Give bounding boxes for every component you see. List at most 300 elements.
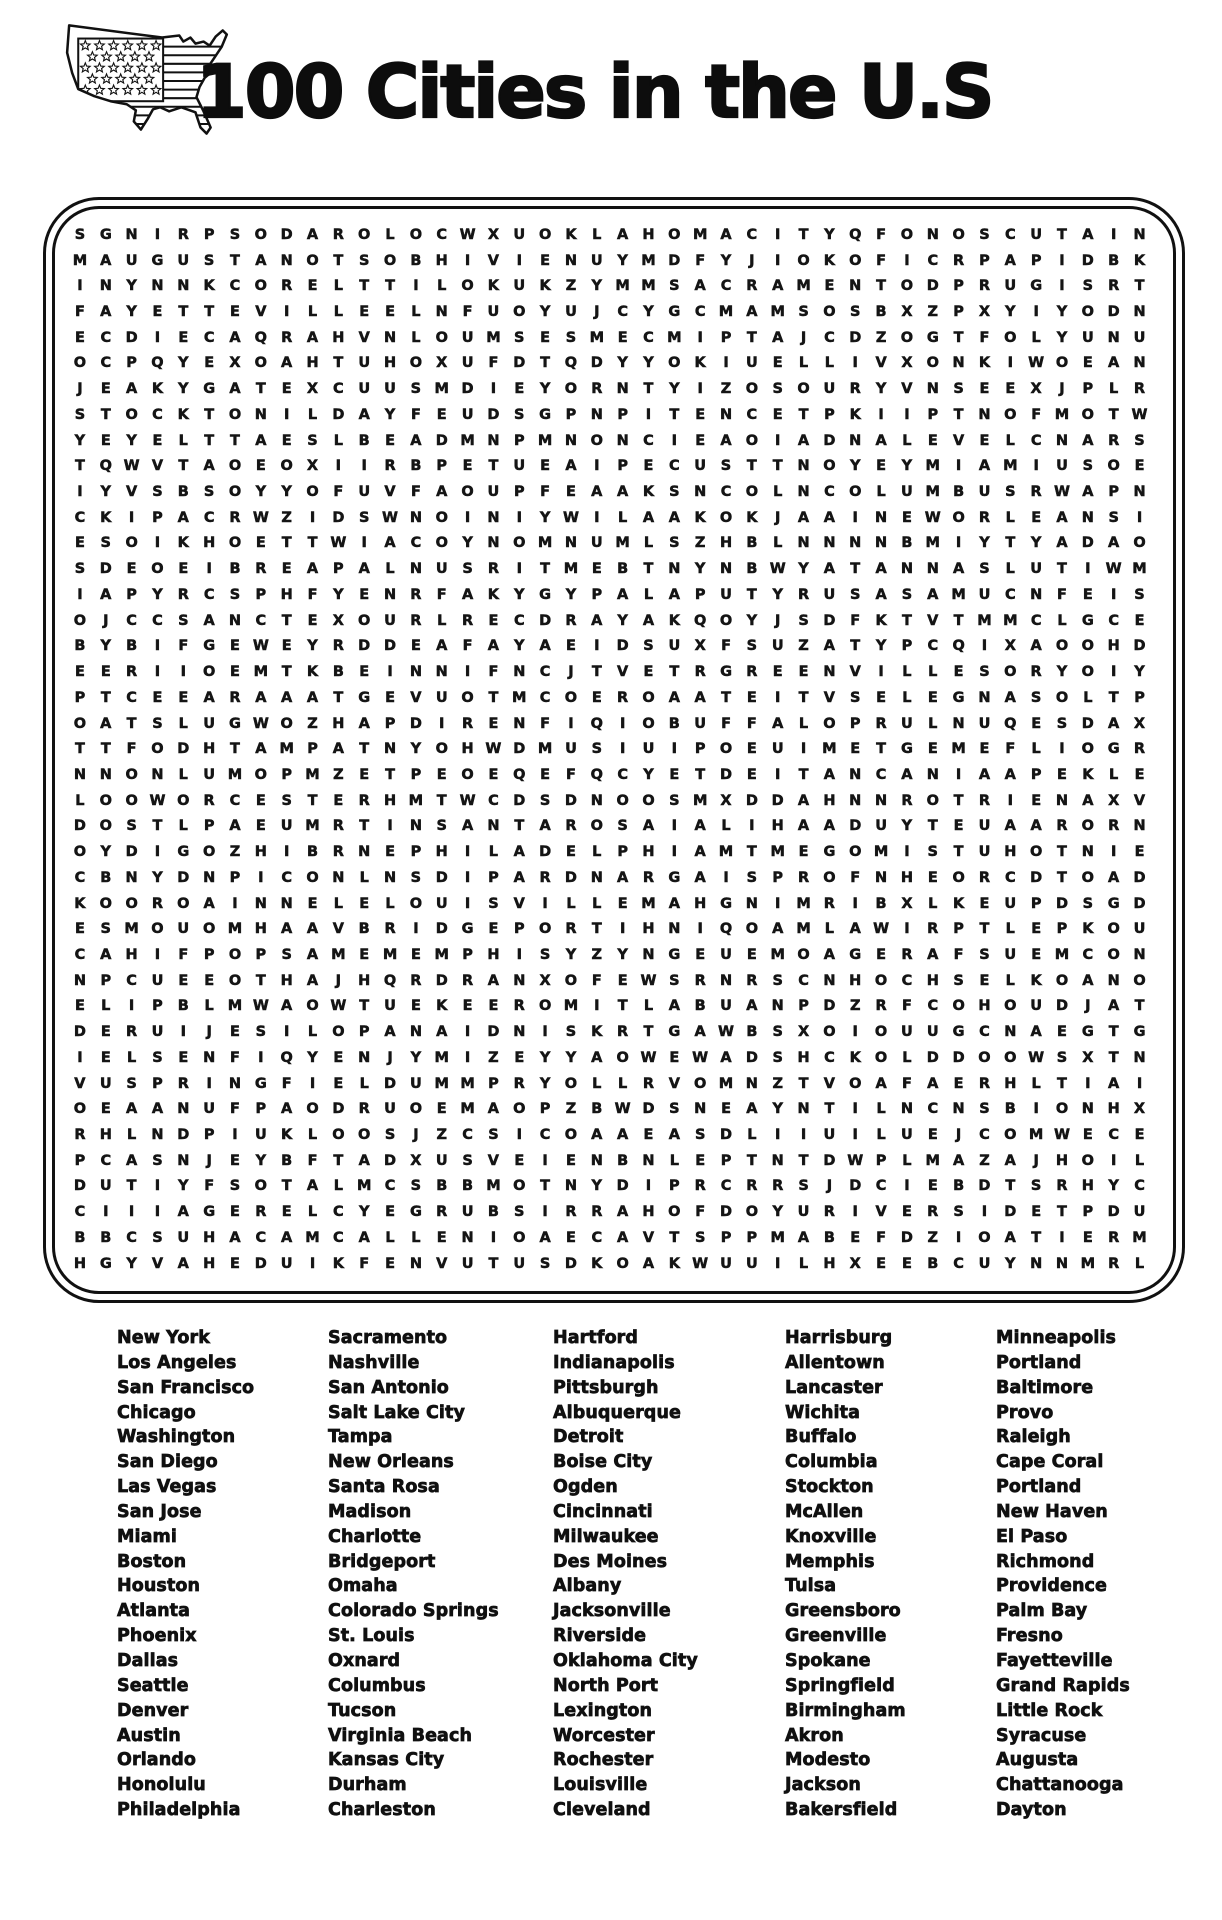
grid-letter: J [103, 612, 109, 629]
grid-letter: C [229, 792, 241, 809]
grid-letter: Q [254, 329, 267, 346]
grid-letter: E [927, 1127, 938, 1144]
grid-letter: I [594, 998, 600, 1015]
grid-letter: D [384, 638, 397, 655]
grid-letter: I [619, 741, 626, 758]
grid-letter: U [203, 1101, 216, 1118]
grid-letter: C [539, 664, 551, 681]
word-item: Grand Rapids [996, 1675, 1130, 1696]
grid-letter: B [746, 1024, 758, 1041]
grid-letter: U [435, 1152, 448, 1169]
word-item: Lancaster [785, 1377, 883, 1398]
grid-letter: S [772, 1024, 783, 1041]
grid-letter: D [1081, 252, 1094, 269]
grid-letter: B [823, 1229, 835, 1246]
grid-letter: U [177, 252, 190, 269]
grid-letter: H [203, 741, 216, 758]
grid-letter: N [177, 1152, 190, 1169]
grid-letter: I [723, 869, 729, 886]
grid-letter: I [671, 844, 678, 861]
grid-letter: F [74, 304, 85, 321]
grid-letter: E [152, 304, 163, 321]
grid-letter: M [692, 226, 708, 243]
grid-letter: G [203, 638, 216, 655]
grid-letter: G [1030, 278, 1043, 295]
grid-letter: R [358, 1101, 370, 1118]
grid-letter: T [746, 844, 757, 861]
grid-letter: D [384, 1152, 397, 1169]
grid-letter: L [178, 766, 188, 783]
grid-letter: U [720, 1255, 732, 1272]
grid-letter: H [358, 972, 371, 989]
grid-letter: N [409, 818, 422, 835]
grid-letter: R [797, 586, 810, 603]
grid-letter: V [487, 252, 500, 269]
grid-letter: G [668, 869, 681, 886]
grid-letter: S [979, 1101, 990, 1118]
grid-letter: R [203, 792, 215, 809]
grid-letter: B [694, 998, 706, 1015]
grid-letter: O [202, 664, 216, 681]
grid-letter: Y [100, 844, 112, 861]
grid-letter: A [177, 1204, 189, 1221]
grid-letter: O [99, 792, 112, 809]
grid-letter: A [797, 432, 810, 449]
grid-letter: E [1031, 921, 1042, 938]
grid-letter: M [227, 921, 243, 938]
grid-letter: I [1136, 1075, 1143, 1092]
grid-letter: C [1082, 946, 1094, 963]
grid-letter: A [1004, 818, 1016, 835]
grid-letter: T [281, 664, 292, 681]
grid-letter: I [154, 664, 161, 681]
grid-letter: L [721, 818, 731, 835]
grid-letter: B [306, 844, 319, 861]
word-item: Albany [553, 1576, 622, 1597]
grid-letter: Q [952, 638, 965, 655]
grid-letter: R [1108, 1229, 1120, 1246]
grid-letter: F [876, 252, 887, 269]
grid-letter: S [100, 921, 111, 938]
grid-letter: E [385, 844, 395, 861]
grid-letter: A [772, 329, 784, 346]
grid-letter: M [227, 766, 243, 783]
grid-letter: I [258, 869, 264, 886]
grid-letter: T [281, 535, 292, 552]
grid-letter: P [565, 406, 577, 423]
grid-letter: I [154, 1178, 161, 1195]
grid-letter: I [516, 946, 522, 963]
grid-letter: E [927, 689, 938, 706]
grid-letter: H [280, 972, 293, 989]
grid-letter: T [953, 329, 964, 346]
grid-letter: E [979, 972, 990, 989]
grid-letter: N [849, 535, 862, 552]
word-item: Jacksonville [553, 1601, 671, 1622]
grid-letter: N [487, 535, 500, 552]
grid-letter: S [979, 226, 990, 243]
grid-letter: D [1133, 895, 1146, 912]
grid-letter: R [332, 226, 344, 243]
grid-letter: I [800, 741, 807, 758]
grid-letter: Y [1030, 535, 1042, 552]
grid-letter: U [513, 278, 526, 295]
grid-letter: E [772, 664, 783, 681]
grid-letter: L [101, 998, 111, 1015]
grid-letter: F [178, 638, 189, 655]
grid-letter: Y [178, 381, 189, 398]
grid-letter: D [823, 432, 836, 449]
grid-letter: Y [1005, 1255, 1016, 1272]
grid-letter: I [645, 406, 652, 423]
grid-letter: R [694, 1178, 706, 1195]
grid-letter: O [952, 509, 965, 526]
grid-letter: P [513, 484, 525, 501]
word-item: McAllen [785, 1501, 864, 1522]
grid-letter: N [383, 741, 397, 758]
grid-letter: F [876, 226, 887, 243]
grid-letter: V [875, 1204, 887, 1221]
grid-letter: O [99, 818, 112, 835]
grid-letter: I [77, 484, 83, 501]
grid-letter: O [900, 226, 914, 243]
grid-letter: U [513, 1255, 526, 1272]
grid-letter: T [1108, 1024, 1119, 1041]
grid-letter: E [100, 1049, 111, 1066]
grid-letter: A [1108, 869, 1120, 886]
grid-letter: S [979, 561, 990, 578]
grid-letter: I [1059, 278, 1065, 295]
grid-letter: I [464, 509, 471, 526]
word-item: Wichita [785, 1402, 861, 1423]
grid-letter: O [177, 792, 190, 809]
grid-letter: C [333, 381, 344, 398]
grid-letter: N [952, 715, 965, 732]
grid-letter: L [385, 895, 395, 912]
grid-letter: J [1085, 998, 1091, 1015]
grid-letter: U [1081, 329, 1094, 346]
grid-letter: S [1005, 484, 1016, 501]
grid-letter: I [697, 381, 703, 398]
grid-letter: Q [151, 355, 164, 372]
grid-letter: Q [590, 715, 603, 732]
grid-letter: I [154, 226, 161, 243]
grid-letter: R [978, 1075, 991, 1092]
grid-letter: I [800, 1127, 807, 1144]
word-item: Tulsa [785, 1576, 837, 1597]
grid-letter: W [459, 226, 476, 243]
grid-letter: N [745, 895, 758, 912]
grid-letter: D [177, 741, 190, 758]
grid-letter: D [125, 844, 138, 861]
grid-letter: S [1082, 458, 1094, 475]
grid-letter: L [902, 432, 912, 449]
grid-letter: H [642, 844, 655, 861]
word-item: Colorado Springs [328, 1601, 499, 1622]
word-item: San Diego [117, 1452, 218, 1473]
grid-letter: S [307, 432, 318, 449]
grid-letter: L [1057, 612, 1067, 629]
grid-letter: E [152, 432, 163, 449]
grid-letter: R [642, 869, 655, 886]
grid-letter: A [1082, 226, 1094, 243]
grid-letter: U [358, 381, 371, 398]
grid-letter: D [358, 638, 371, 655]
grid-letter: U [280, 818, 293, 835]
grid-letter: L [566, 895, 576, 912]
grid-letter: L [488, 844, 499, 861]
grid-letter: U [99, 1075, 112, 1092]
word-item: Greensboro [785, 1601, 901, 1622]
grid-letter: N [668, 561, 681, 578]
grid-letter: I [1059, 1229, 1065, 1246]
grid-letter: T [927, 818, 938, 835]
grid-letter: E [359, 304, 370, 321]
grid-letter: A [203, 458, 215, 475]
grid-letter: H [642, 921, 655, 938]
grid-letter: F [1057, 586, 1067, 603]
grid-letter: E [901, 1255, 912, 1272]
grid-letter: A [642, 612, 655, 629]
grid-letter: B [875, 304, 887, 321]
grid-letter: N [849, 792, 862, 809]
grid-letter: T [850, 638, 861, 655]
grid-letter: N [383, 329, 397, 346]
grid-letter: O [1081, 869, 1094, 886]
grid-letter: D [125, 329, 138, 346]
grid-letter: O [564, 1075, 578, 1092]
grid-letter: I [542, 1024, 548, 1041]
grid-letter: Z [720, 381, 732, 398]
grid-letter: L [876, 484, 886, 501]
grid-letter: P [203, 818, 215, 835]
grid-letter: T [307, 535, 318, 552]
grid-letter: O [332, 1127, 345, 1144]
grid-letter: I [232, 1127, 238, 1144]
grid-letter: R [617, 689, 629, 706]
grid-letter: M [873, 844, 889, 861]
grid-letter: U [901, 1024, 913, 1041]
grid-letter: N [228, 612, 242, 629]
grid-letter: X [1030, 381, 1042, 398]
grid-letter: I [904, 844, 910, 861]
grid-letter: M [563, 561, 579, 578]
grid-letter: U [435, 689, 448, 706]
grid-letter: O [668, 355, 681, 372]
grid-letter: I [309, 1255, 316, 1272]
grid-letter: K [875, 612, 887, 629]
grid-letter: D [719, 1204, 733, 1221]
grid-letter: R [1030, 664, 1042, 681]
grid-letter: H [254, 921, 267, 938]
grid-letter: E [1082, 1229, 1093, 1246]
grid-letter: U [978, 484, 991, 501]
grid-letter: O [1055, 355, 1069, 372]
grid-letter: O [642, 715, 655, 732]
grid-letter: N [1055, 1255, 1069, 1272]
grid-letter: E [436, 1101, 447, 1118]
grid-letter: E [385, 304, 395, 321]
grid-letter: K [849, 1049, 861, 1066]
grid-letter: G [668, 1024, 681, 1041]
grid-letter: D [254, 1255, 267, 1272]
grid-letter: E [230, 1255, 240, 1272]
grid-letter: C [513, 612, 525, 629]
word-item: Boise City [553, 1452, 653, 1473]
grid-letter: N [849, 432, 862, 449]
grid-letter: A [617, 1127, 629, 1144]
grid-letter: R [126, 1024, 138, 1041]
grid-letter: A [797, 792, 810, 809]
grid-letter: E [1031, 946, 1042, 963]
grid-letter: E [746, 766, 757, 783]
grid-letter: A [823, 766, 835, 783]
grid-letter: T [540, 1178, 551, 1195]
grid-letter: S [126, 1075, 137, 1092]
grid-letter: E [178, 561, 189, 578]
grid-letter: I [464, 869, 471, 886]
grid-letter: E [436, 406, 447, 423]
word-item: Modesto [785, 1750, 871, 1771]
grid-letter: T [1057, 1204, 1067, 1221]
grid-letter: Q [719, 921, 733, 938]
grid-letter: A [720, 1049, 732, 1066]
grid-letter: U [590, 535, 603, 552]
grid-letter: H [435, 844, 448, 861]
grid-letter: S [850, 689, 861, 706]
grid-letter: C [927, 1101, 939, 1118]
grid-letter: S [384, 1127, 396, 1144]
grid-letter: O [564, 972, 578, 989]
word-item: Baltimore [996, 1377, 1094, 1398]
grid-letter: I [671, 818, 678, 835]
grid-letter: P [436, 458, 448, 475]
grid-letter: M [434, 1049, 449, 1066]
grid-letter: E [617, 895, 628, 912]
grid-letter: S [74, 406, 86, 423]
grid-letter: X [306, 381, 319, 398]
grid-letter: L [798, 715, 809, 732]
grid-letter: W [562, 509, 579, 526]
grid-letter: Y [178, 1178, 189, 1195]
grid-letter: E [230, 304, 240, 321]
grid-letter: Y [152, 869, 163, 886]
grid-letter: I [775, 1127, 781, 1144]
grid-letter: A [746, 1101, 758, 1118]
grid-letter: Y [1056, 664, 1068, 681]
grid-letter: B [100, 869, 112, 886]
grid-letter: Q [1004, 715, 1017, 732]
word-item: Omaha [328, 1576, 398, 1597]
grid-letter: U [901, 1127, 913, 1144]
grid-letter: Z [488, 1049, 499, 1066]
grid-letter: M [1132, 1229, 1147, 1246]
grid-letter: Q [280, 1049, 293, 1066]
grid-letter: L [411, 329, 421, 346]
grid-letter: E [850, 741, 861, 758]
word-item: Philadelphia [117, 1800, 241, 1821]
grid-letter: S [772, 972, 783, 989]
grid-letter: I [258, 1049, 264, 1066]
grid-letter: I [594, 638, 600, 655]
grid-letter: O [564, 1127, 578, 1144]
grid-letter: O [461, 278, 474, 295]
grid-letter: Y [152, 586, 163, 603]
grid-letter: J [387, 1049, 393, 1066]
grid-letter: S [798, 612, 809, 629]
grid-letter: R [978, 869, 991, 886]
grid-letter: I [904, 921, 910, 938]
grid-letter: I [464, 895, 471, 912]
grid-letter: M [460, 1101, 475, 1118]
word-item: Albuquerque [553, 1402, 681, 1423]
grid-letter: P [720, 329, 732, 346]
grid-letter: F [850, 612, 861, 629]
grid-letter: L [385, 1229, 395, 1246]
grid-letter: M [925, 1152, 940, 1169]
grid-letter: B [126, 638, 138, 655]
word-item: Spokane [785, 1650, 871, 1671]
grid-letter: R [978, 792, 991, 809]
word-item: Tucson [328, 1700, 397, 1721]
word-item: Houston [117, 1576, 201, 1597]
grid-letter: C [1030, 432, 1042, 449]
grid-letter: C [746, 406, 758, 423]
grid-letter: A [591, 612, 603, 629]
grid-letter: Z [798, 638, 809, 655]
grid-letter: W [847, 1152, 864, 1169]
grid-letter: A [642, 818, 655, 835]
grid-letter: N [875, 792, 888, 809]
grid-letter: S [669, 484, 680, 501]
grid-letter: O [1107, 458, 1120, 475]
grid-letter: U [823, 1127, 836, 1144]
grid-letter: D [1107, 1204, 1120, 1221]
grid-letter: A [668, 586, 680, 603]
grid-letter: A [1030, 818, 1042, 835]
grid-letter: D [900, 1229, 913, 1246]
word-item: New Orleans [328, 1452, 454, 1473]
grid-letter: I [619, 715, 626, 732]
word-item: Austin [117, 1725, 181, 1746]
grid-letter: N [487, 818, 500, 835]
grid-letter: U [926, 1024, 939, 1041]
grid-letter: P [100, 972, 112, 989]
grid-letter: C [229, 278, 241, 295]
grid-letter: R [1056, 818, 1068, 835]
grid-letter: B [746, 535, 758, 552]
grid-letter: H [1107, 1101, 1120, 1118]
grid-letter: E [359, 664, 370, 681]
grid-letter: I [516, 509, 522, 526]
grid-letter: H [849, 972, 862, 989]
grid-letter: A [1108, 535, 1120, 552]
grid-letter: N [151, 278, 164, 295]
grid-letter: G [229, 715, 241, 732]
grid-letter: M [1080, 1255, 1096, 1272]
grid-letter: I [955, 458, 962, 475]
grid-letter: T [230, 741, 240, 758]
grid-letter: I [981, 1204, 988, 1221]
grid-letter: T [953, 792, 964, 809]
grid-letter: C [746, 226, 758, 243]
grid-letter: B [358, 432, 370, 449]
grid-letter: P [1108, 484, 1119, 501]
grid-letter: Y [514, 586, 525, 603]
grid-letter: R [513, 1075, 525, 1092]
grid-letter: O [1081, 664, 1094, 681]
grid-letter: M [589, 329, 605, 346]
